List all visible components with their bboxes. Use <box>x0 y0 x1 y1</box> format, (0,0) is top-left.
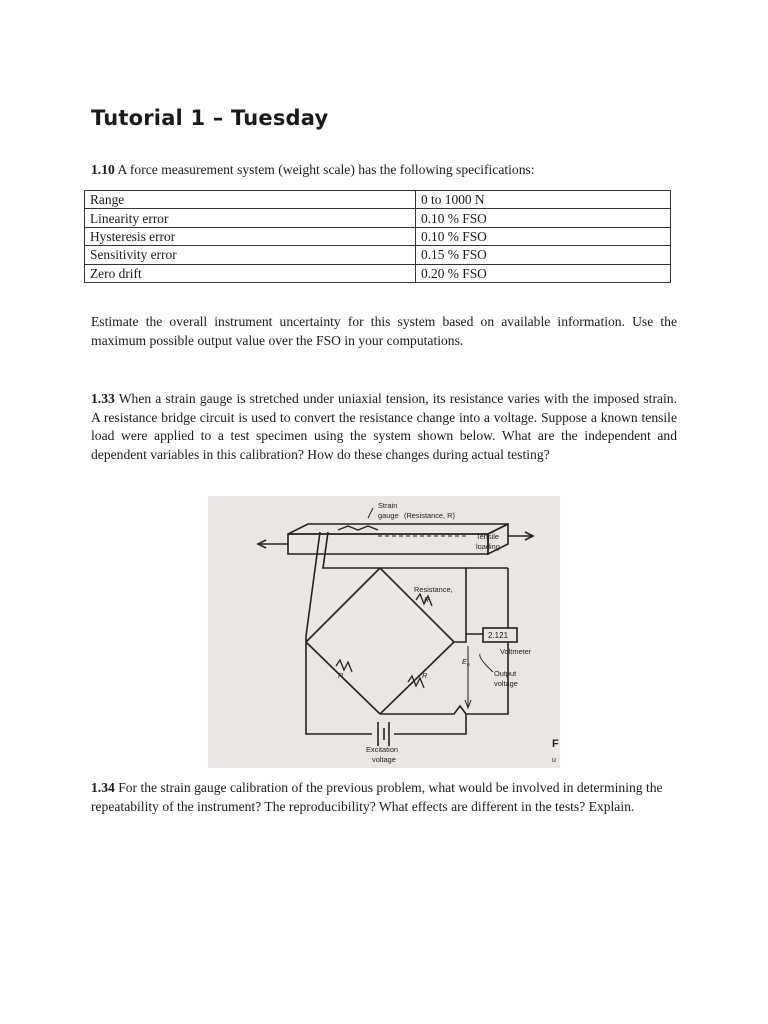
problem-number: 1.34 <box>91 780 115 795</box>
specifications-table <box>84 190 671 283</box>
label-output-voltage: voltage <box>494 679 518 688</box>
label-resistance-r-top: (Resistance, R) <box>404 511 455 520</box>
output-wire-top <box>454 634 483 642</box>
label-eo: E <box>462 657 467 666</box>
edge-letter-f: F <box>552 738 559 750</box>
lead-wire-b <box>306 532 320 642</box>
label-r-left: R <box>338 671 344 680</box>
label-strain: Strain <box>378 501 398 510</box>
label-voltmeter: Voltmeter <box>500 647 532 656</box>
excitation-wire-right <box>394 714 466 734</box>
label-r-top: R <box>424 595 430 604</box>
bridge-arm-top-left <box>306 568 380 642</box>
spec-name-cell: Zero drift <box>85 264 416 282</box>
strain-gauge-bridge-figure <box>208 496 560 768</box>
problem-number: 1.33 <box>91 391 115 406</box>
bridge-arm-bottom-right <box>380 642 454 714</box>
circuit-diagram <box>208 496 560 768</box>
label-eo-sub: o <box>467 662 470 668</box>
table-row <box>85 264 671 282</box>
spec-value-cell: 0 to 1000 N <box>416 191 671 209</box>
table-row <box>85 227 671 245</box>
spec-value-cell: 0.15 % FSO <box>416 246 671 264</box>
spec-name-cell: Linearity error <box>85 209 416 227</box>
label-resistance: Resistance, <box>414 585 453 594</box>
label-gauge: gauge <box>378 511 399 520</box>
spec-name-cell: Sensitivity error <box>85 246 416 264</box>
label-output: Output <box>494 669 517 678</box>
specimen-top-face <box>288 524 508 534</box>
problem-number: 1.10 <box>91 162 115 177</box>
bridge-arm-top-right <box>380 568 454 642</box>
problem-text: For the strain gauge calibration of the previous problem, what would be involved in determining the repeatability of the instrument? The reproducibility? What effects are different in the tests? Explain. <box>91 780 663 814</box>
problem-1-10-question: Estimate the overall instrument uncertainty for this system based on available information. Use the maximum possible output value over the FSO in your computations. <box>91 314 677 348</box>
voltmeter-reading: 2.121 <box>488 631 509 640</box>
label-loading: loading <box>476 542 500 551</box>
spec-value-cell: 0.20 % FSO <box>416 264 671 282</box>
problem-1-33 <box>91 390 677 464</box>
problem-1-34 <box>91 779 677 816</box>
strain-gauge-element <box>338 526 378 530</box>
output-leader <box>480 654 493 672</box>
spec-name-cell: Range <box>85 191 416 209</box>
table-row <box>85 246 671 264</box>
gauge-leader-line <box>368 508 373 518</box>
table-row <box>85 191 671 209</box>
page-title: Tutorial 1 – Tuesday <box>91 106 329 130</box>
spec-value-cell: 0.10 % FSO <box>416 209 671 227</box>
label-excitation-voltage: voltage <box>372 755 396 764</box>
excitation-wire-left <box>306 642 372 734</box>
spec-value-cell: 0.10 % FSO <box>416 227 671 245</box>
edge-letter-u: u <box>552 757 556 764</box>
problem-text: A force measurement system (weight scale) has the following specifications: <box>114 162 535 177</box>
spec-name-cell: Hysteresis error <box>85 227 416 245</box>
problem-text: When a strain gauge is stretched under uniaxial tension, its resistance varies with the imposed strain. A resistance bridge circuit is used to convert the resistance change into a voltage. Suppose a known tensile load were applied to a test specimen using the system shown below. What are the independent and dependent variables in this calibration? How do these changes during actual testing? <box>91 391 677 462</box>
label-r-right: R <box>422 671 428 680</box>
problem-1-10-intro <box>91 161 677 180</box>
table-row <box>85 209 671 227</box>
label-excitation: Excitation <box>366 745 399 754</box>
label-tensile: Tensile <box>476 532 500 541</box>
